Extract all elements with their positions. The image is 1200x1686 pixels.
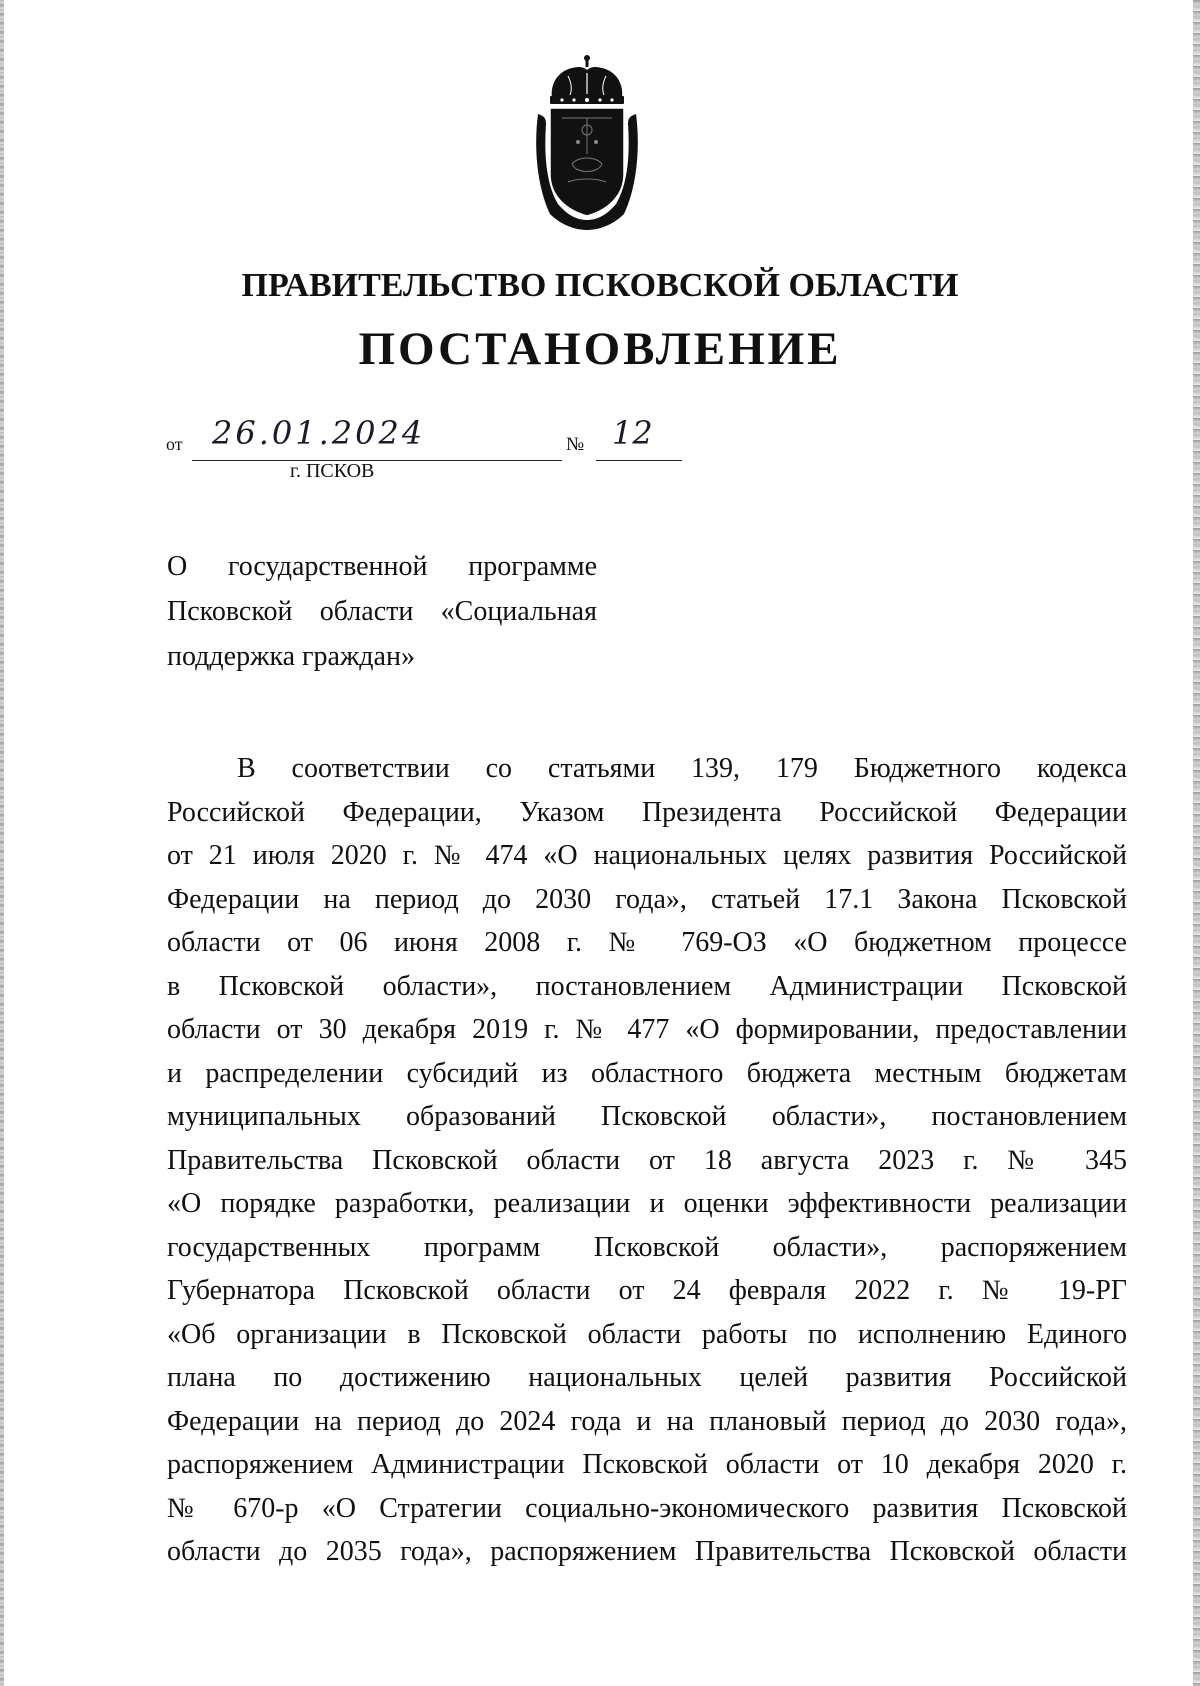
- body-line: области от 06 июня 2008 г. № 769-ОЗ «О бюджетном процессе: [167, 927, 1127, 958]
- body-line: государственных программ Псковской области», распоряжением: [167, 1231, 1127, 1263]
- body-line: В соответствии со статьями 139, 179 Бюджетного кодекса: [237, 753, 1127, 784]
- body-line: от 21 июля 2020 г. № 474 «О национальных целях развития Российской: [167, 840, 1127, 871]
- body-line: «О порядке разработки, реализации и оценки эффективности реализации: [167, 1188, 1127, 1219]
- number-field: [596, 414, 682, 461]
- date-field: [192, 414, 562, 461]
- body-line: и распределении субсидий из областного бюджета местным бюджетам: [167, 1057, 1127, 1089]
- body-line: области от 30 декабря 2019 г. № 477 «О формировании, предоставлении: [167, 1014, 1127, 1045]
- body-line: в Псковской области», постановлением Администрации Псковской: [167, 970, 1127, 1002]
- organization-title: ПРАВИТЕЛЬСТВО ПСКОВСКОЙ ОБЛАСТИ: [241, 267, 959, 304]
- body-line: № 670-р «О Стратегии социально-экономического развития Псковской: [167, 1492, 1127, 1524]
- body-line: плана по достижению национальных целей развития Российской: [167, 1362, 1127, 1393]
- document-type-title: ПОСТАНОВЛЕНИЕ: [358, 323, 842, 375]
- pskov-region-coat-of-arms-icon: [532, 54, 642, 232]
- body-line: области до 2035 года», распоряжением Правительства Псковской области: [167, 1536, 1127, 1567]
- body-line: Российской Федерации, Указом Президента Российской Федерации: [167, 796, 1127, 828]
- scan-edge-left: [0, 0, 4, 1686]
- date-prefix: от: [166, 434, 183, 454]
- subject-line: Псковской области «Социальная: [167, 596, 597, 627]
- registration-line: [166, 414, 726, 490]
- subject-line: О государственной программе: [167, 551, 597, 582]
- handwritten-date: 26.01.2024: [212, 414, 426, 452]
- body-line: Федерации на период до 2030 года», статьей 17.1 Закона Псковской: [167, 883, 1127, 915]
- body-line: Губернатора Псковской области от 24 февраля 2022 г. № 19-РГ: [167, 1275, 1127, 1306]
- document-body: [167, 747, 1127, 1574]
- city-label: г. ПСКОВ: [290, 460, 375, 482]
- body-line: муниципальных образований Псковской области», постановлением: [167, 1101, 1127, 1132]
- document-subject: [167, 544, 597, 679]
- handwritten-number: 12: [612, 414, 653, 452]
- body-line: «Об организации в Псковской области работы по исполнению Единого: [167, 1318, 1127, 1350]
- scan-edge-right: [1193, 0, 1200, 1686]
- body-line: Правительства Псковской области от 18 августа 2023 г. № 345: [167, 1144, 1127, 1176]
- subject-line: поддержка граждан»: [167, 641, 415, 672]
- body-line: распоряжением Администрации Псковской области от 10 декабря 2020 г.: [167, 1449, 1127, 1480]
- body-line: Федерации на период до 2024 года и на плановый период до 2030 года»,: [167, 1405, 1127, 1437]
- number-sign: №: [566, 434, 585, 455]
